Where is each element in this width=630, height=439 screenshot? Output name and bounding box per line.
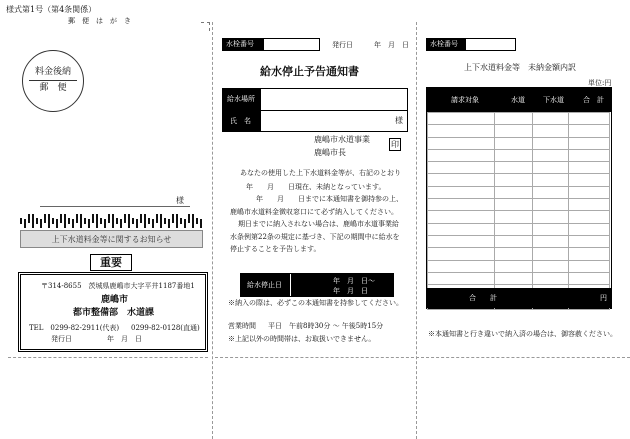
barcode-bar (24, 219, 26, 228)
sender-city: 鹿嶋市 (101, 295, 129, 305)
customer-barcode (20, 214, 206, 228)
fold-line-bottom-left (8, 357, 208, 358)
statement-cell (533, 235, 569, 247)
statement-cell (569, 162, 610, 174)
notice-body-line-7: 停止することを予告します。 (230, 245, 321, 253)
barcode-bar (144, 214, 146, 228)
barcode-bar (160, 214, 162, 228)
barcode-bar (180, 218, 182, 224)
statement-cell (569, 125, 610, 137)
corner-mark (201, 22, 210, 31)
notice-body-line-5: 期日までに納入されない場合は、鹿嶋市水道事業給 (238, 220, 399, 228)
statement-row (428, 174, 610, 186)
statement-row (428, 223, 610, 235)
notice-body-line-6: 水条例第22条の規定に基づき、下記の期間中に給水を (230, 233, 400, 241)
hours-value: 平日 午前8時30分 ～ 午後5時15分 (268, 322, 384, 330)
recipient-box (222, 88, 408, 132)
fold-line-left (212, 22, 213, 439)
hours-label: 営業時間 (228, 322, 256, 330)
barcode-bar (172, 214, 174, 223)
statement-cell (495, 113, 533, 125)
statement-cell (428, 272, 495, 284)
statement-cell (428, 149, 495, 161)
notice-body-line-1: あなたの使用した上下水道料金等が、右記のとおり (240, 169, 401, 177)
barcode-bar (84, 218, 86, 224)
seal-box (389, 138, 401, 151)
notice-bar-text: 上下水道料金等に関するお知らせ (51, 235, 172, 244)
barcode-bar (168, 219, 170, 228)
statement-cell (569, 113, 610, 125)
important-badge (90, 254, 132, 271)
payment-note: ※納入の際は、必ずこの本通知書を持参してください。 (228, 299, 403, 307)
statement-cell (495, 149, 533, 161)
notice-title: 給水停止予告通知書 (260, 65, 359, 78)
barcode-bar (52, 218, 54, 224)
stop-date-range-1: 年 月 日～ (333, 277, 375, 285)
issuer-line-2: 鹿嶋市長 (314, 148, 346, 157)
column-total: 合 計 (583, 96, 604, 104)
statement-cell (569, 174, 610, 186)
barcode-bar (128, 214, 130, 228)
meter-number-label: 水栓番号 (226, 40, 254, 48)
statement-cell (569, 199, 610, 211)
sender-phone-main: TEL 0299-82-2911(代表) (29, 324, 120, 332)
barcode-bar (164, 218, 166, 224)
barcode-bar (96, 214, 98, 228)
barcode-bar (136, 219, 138, 228)
statement-cell (428, 199, 495, 211)
statement-cell (495, 162, 533, 174)
statement-cell (533, 199, 569, 211)
statement-cell (495, 125, 533, 137)
barcode-bar (36, 218, 38, 224)
barcode-bar (44, 214, 46, 223)
statement-cell (495, 248, 533, 260)
statement-cell (533, 137, 569, 149)
statement-cell (428, 260, 495, 272)
statement-row (428, 162, 610, 174)
hours-note: ※上記以外の時間帯は、お取扱いできません。 (228, 335, 376, 343)
statement-row (428, 149, 610, 161)
stop-date-range-2: 年 月 日 (333, 287, 368, 295)
statement-row (428, 248, 610, 260)
barcode-bar (188, 214, 190, 223)
stamp-line-2: 郵 便 (39, 83, 67, 93)
barcode-bar (56, 219, 58, 228)
fold-line-bottom (215, 357, 630, 358)
statement-cell (533, 223, 569, 235)
barcode-bar (148, 218, 150, 224)
barcode-bar (68, 218, 70, 224)
statement-cell (495, 199, 533, 211)
sender-box (18, 272, 208, 352)
notice-body-line-4: 鹿嶋市水道料金徴収窓口にて必ず納入してください。 (230, 208, 398, 216)
barcode-bar (132, 218, 134, 224)
barcode-bar (72, 219, 74, 228)
sender-phone-direct: 0299-82-0128(直通) (131, 324, 200, 332)
statement-cell (495, 260, 533, 272)
barcode-bar (140, 214, 142, 223)
barcode-bar (92, 214, 94, 223)
statement-row (428, 235, 610, 247)
barcode-bar (60, 214, 62, 223)
addressee-suffix: 様 (176, 196, 184, 205)
statement-title: 上下水道料金等 未納金額内訳 (464, 63, 576, 72)
meter-number-field (222, 38, 320, 51)
total-label: 合 計 (469, 294, 497, 302)
barcode-bar (156, 214, 158, 223)
statement-cell (533, 260, 569, 272)
statement-cell (428, 211, 495, 223)
statement-total-row (427, 288, 611, 308)
barcode-bar (48, 214, 50, 228)
place-label: 給水場所 (227, 95, 255, 103)
statement-cell (533, 186, 569, 198)
statement-header-row (427, 88, 611, 112)
important-text: 重要 (100, 256, 122, 269)
statement-cell (428, 186, 495, 198)
barcode-bar (76, 214, 78, 223)
stop-date-box (240, 273, 394, 297)
barcode-bar (124, 214, 126, 223)
statement-cell (428, 162, 495, 174)
notice-body-line-2: 年 月 日現在、未納となっています。 (246, 183, 386, 191)
statement-cell (428, 125, 495, 137)
statement-cell (569, 211, 610, 223)
statement-row (428, 272, 610, 284)
statement-row (428, 125, 610, 137)
statement-row (428, 137, 610, 149)
statement-cell (495, 272, 533, 284)
barcode-bar (184, 219, 186, 228)
barcode-bar (40, 219, 42, 228)
form-number: 様式第1号（第4条関係） (6, 5, 97, 14)
statement-cell (533, 162, 569, 174)
statement-cell (533, 272, 569, 284)
statement-row (428, 211, 610, 223)
stamp-line-1: 料金後納 (34, 67, 71, 77)
barcode-bar (80, 214, 82, 228)
postcard-header: 郵 便 は が き (68, 17, 131, 25)
sender-address: 〒314-8655 茨城県鹿嶋市大字平井1187番地1 (41, 282, 195, 290)
statement-cell (569, 137, 610, 149)
statement-row (428, 260, 610, 272)
barcode-bar (104, 219, 106, 228)
addressee-underline (40, 206, 190, 207)
statement-meter-field (426, 38, 516, 51)
statement-cell (428, 137, 495, 149)
statement-table (426, 87, 612, 309)
name-label: 氏 名 (230, 117, 251, 125)
fold-line-right (416, 22, 417, 439)
statement-cell (569, 248, 610, 260)
postage-stamp-circle (22, 50, 84, 112)
barcode-bar (196, 218, 198, 224)
barcode-bar (120, 219, 122, 228)
issuer-line-1: 鹿嶋市水道事業 (314, 135, 370, 144)
barcode-bar (20, 218, 22, 224)
statement-cell (495, 137, 533, 149)
statement-cell (495, 186, 533, 198)
barcode-bar (28, 214, 30, 223)
column-sewer: 下水道 (543, 96, 564, 104)
barcode-bar (112, 214, 114, 228)
statement-note: ※本通知書と行き違いで納入済の場合は、御容赦ください。 (428, 330, 617, 338)
statement-cell (569, 186, 610, 198)
statement-meter-label: 水栓番号 (430, 40, 458, 48)
statement-cell (428, 235, 495, 247)
statement-cell (533, 248, 569, 260)
statement-cell (569, 260, 610, 272)
stop-date-label: 給水停止日 (247, 281, 282, 289)
sender-department: 都市整備部 水道課 (73, 308, 155, 318)
barcode-bar (100, 218, 102, 224)
barcode-bar (64, 214, 66, 228)
statement-cell (569, 149, 610, 161)
statement-cell (495, 174, 533, 186)
statement-cell (428, 174, 495, 186)
statement-cell (533, 211, 569, 223)
statement-cell (495, 223, 533, 235)
notice-bar (20, 230, 203, 248)
column-billing-target: 請求対象 (451, 96, 479, 104)
statement-cell (569, 235, 610, 247)
seal-mark: 印 (391, 140, 399, 149)
barcode-bar (88, 219, 90, 228)
barcode-bar (32, 214, 34, 228)
statement-cell (495, 235, 533, 247)
notice-body-line-3: 年 月 日までに本通知書を御持参の上、 (256, 195, 403, 203)
statement-cell (495, 211, 533, 223)
barcode-bar (116, 218, 118, 224)
statement-cell (533, 149, 569, 161)
sender-date: 発行日 年 月 日 (51, 335, 142, 343)
statement-row (428, 113, 610, 125)
barcode-bar (152, 219, 154, 228)
total-unit: 円 (600, 294, 607, 302)
statement-cell (533, 113, 569, 125)
barcode-bar (192, 214, 194, 228)
barcode-bar (176, 214, 178, 228)
statement-cell (533, 174, 569, 186)
statement-cell (569, 223, 610, 235)
statement-row (428, 186, 610, 198)
name-suffix: 様 (395, 116, 403, 125)
statement-cell (428, 113, 495, 125)
statement-cell (569, 272, 610, 284)
statement-unit: 単位:円 (588, 79, 612, 87)
barcode-bar (108, 214, 110, 223)
barcode-bar (200, 219, 202, 228)
statement-cell (428, 248, 495, 260)
column-water: 水道 (511, 96, 525, 104)
statement-cell (428, 223, 495, 235)
issue-date: 発行日 年 月 日 (332, 41, 409, 49)
statement-rows (427, 112, 610, 310)
statement-row (428, 199, 610, 211)
statement-cell (533, 125, 569, 137)
